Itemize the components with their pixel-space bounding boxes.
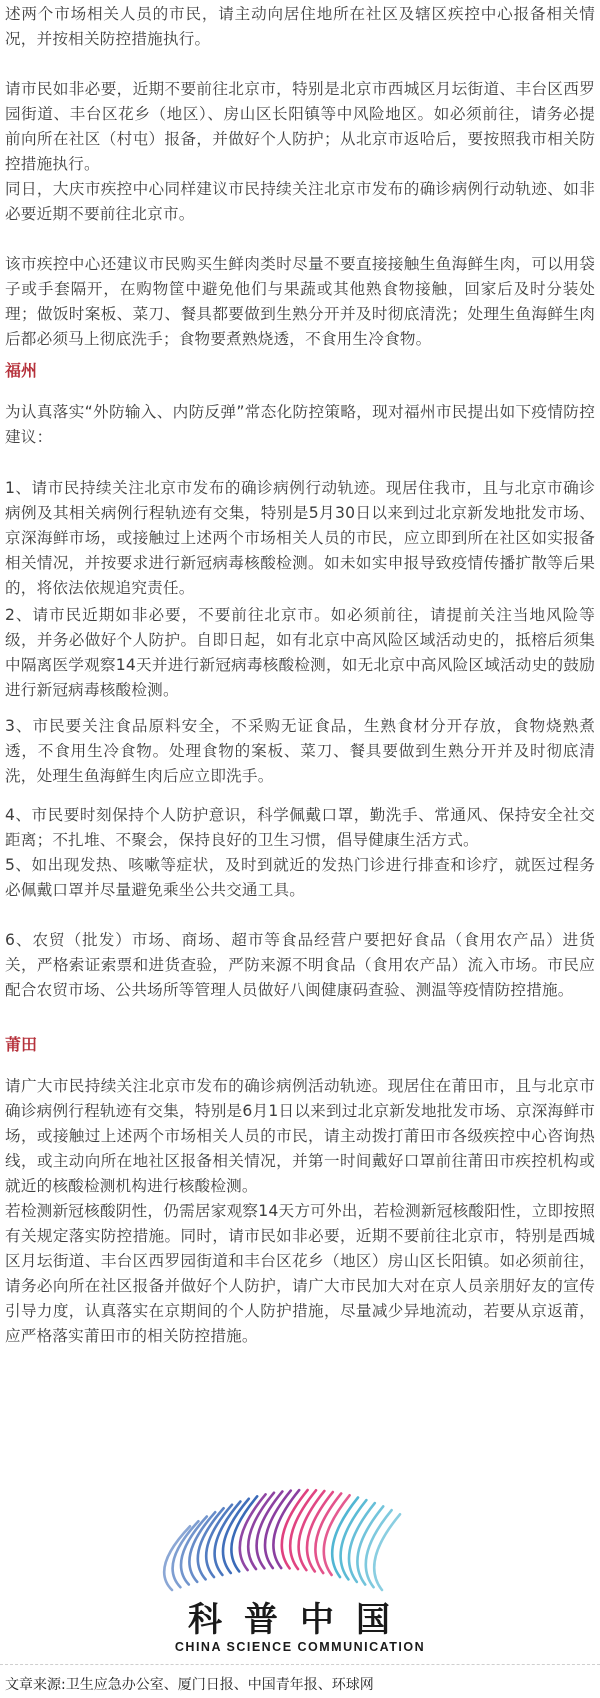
logo-swoosh-graphic — [164, 1490, 400, 1590]
footer-divider — [0, 1664, 600, 1665]
paragraph-fuzhou-1: 1、请市民持续关注北京市发布的确诊病例行动轨迹。现居住我市，且与北京市确诊病例及其相关病例行程轨迹有交集，特别是5月30日以来到过北京新发地批发市场、京深海鲜市场，或接触过上述两个市场相关人员的市民，应立即到所在社区如实报备相关情况，并按要求进行新冠病毒核酸检测。如未如实申报导致疫情传播扩散等后果的，将依法依规追究责任。 — [5, 479, 595, 597]
logo-chinese-text: 科普中国 — [188, 1600, 412, 1640]
section-heading-putian: 莆田 — [5, 1035, 38, 1054]
paragraph-fuzhou-3: 3、市民要关注食品原料安全，不采购无证食品，生熟食材分开存放，食物烧熟煮透，不食用生冷食物。处理食物的案板、菜刀、餐具要做到生熟分开并及时彻底清洗，处理生鱼海鲜生肉后应立即洗手。 — [5, 717, 595, 785]
paragraph-fuzhou-2: 2、请市民近期如非必要，不要前往北京市。如必须前往，请提前关注当地风险等级，并务必做好个人防护。自即日起，如有北京中高风险区域活动史的，抵榕后须集中隔离医学观察14天并进行新冠病毒核酸检测，如无北京中高风险区域活动史的鼓励进行新冠病毒核酸检测。 — [5, 606, 595, 699]
logo-stripe — [265, 1491, 291, 1568]
paragraph-intro-1: 述两个市场相关人员的市民，请主动向居住地所在社区及辖区疾控中心报备相关情况，并按相关防控措施执行。 — [5, 5, 595, 48]
section-heading-fuzhou: 福州 — [5, 361, 38, 380]
paragraph-intro-4: 该市疾控中心还建议市民购买生鲜肉类时尽量不要直接接触生鱼海鲜生肉，可以用袋子或手套隔开，在购物筐中避免他们与果蔬或其他熟食物接触，回家后及时分装处理；做饭时案板、菜刀、餐具都要做到生熟分开并及时彻底清洗；处理生鱼海鲜生肉后都必须马上彻底洗手；食物要煮熟烧透，不食用生冷食物。 — [5, 255, 595, 348]
paragraph-putian-1: 若检测新冠核酸阴性，仍需居家观察14天方可外出，若检测新冠核酸阳性，立即按照有关规定落实防控措施。同时，请市民如非必要，近期不要前往北京市，特别是西城区月坛街道、丰台区西罗园街道和丰台区花乡（地区）房山区长阳镇。如必须前往，请务必向所在社区报备并做好个人防护，请广大市民加大对在京人员亲朋好友的宣传引导力度，认真落实在京期间的个人防护措施，尽量减少异地流动，若要从京返莆，应严格落实莆田市的相关防控措施。 — [5, 1202, 595, 1345]
logo-stripe — [257, 1491, 283, 1568]
logo-english-text: CHINA SCIENCE COMMUNICATION — [174, 1640, 426, 1654]
paragraph-fuzhou-6: 6、农贸（批发）市场、商场、超市等食品经营户要把好食品（食用农产品）进货关，严格索证索票和进货查验，严防来源不明食品（食用农产品）流入市场。市民应配合农贸市场、公共场所等管理人员做好八闽健康码查验、测温等疫情防控措施。 — [5, 931, 595, 999]
paragraph-fuzhou-5: 5、如出现发热、咳嗽等症状，及时到就近的发热门诊进行排查和诊疗，就医过程务必佩戴口罩并尽量避免乘坐公共交通工具。 — [5, 856, 595, 899]
logo-stripe — [290, 1490, 316, 1569]
logo-stripe — [374, 1514, 400, 1590]
paragraph-fuzhou-4: 4、市民要时刻保持个人防护意识，科学佩戴口罩，勤洗手、常通风、保持安全社交距离；不扎堆、不聚会，保持良好的卫生习惯，倡导健康生活方式。 — [5, 806, 595, 849]
logo-stripe — [273, 1490, 299, 1568]
logo-stripe — [299, 1491, 325, 1570]
paragraph-fuzhou-0: 为认真落实“外防输入、内防反弹”常态化防控策略，现对福州市民提出如下疫情防控建议： — [5, 403, 595, 446]
paragraph-putian-0: 请广大市民持续关注北京市发布的确诊病例活动轨迹。现居住在莆田市，且与北京市确诊病例行程轨迹有交集，特别是6月1日以来到过北京新发地批发市场、京深海鲜市场，或接触过上述两个市场相关人员的市民，请主动拨打莆田市各级疾控中心咨询热线，或主动向所在地社区报备相关情况，并第一时间戴好口罩前往莆田市疾控机构或就近的核酸检测机构进行核酸检测。 — [5, 1077, 595, 1195]
paragraph-intro-3: 同日，大庆市疾控中心同样建议市民持续关注北京市发布的确诊病例行动轨迹、如非必要近期不要前往北京市。 — [5, 180, 595, 223]
paragraph-intro-2: 请市民如非必要，近期不要前往北京市，特别是北京市西城区月坛街道、丰台区西罗园街道、丰台区花乡（地区）、房山区长阳镇等中风险地区。如必须前往，请务必提前向所在社区（村屯）报备，并做好个人防护；从北京市返哈后，要按照我市相关防控措施执行。 — [5, 80, 595, 173]
logo-stripe — [282, 1490, 308, 1568]
article-source: 文章来源:卫生应急办公室、厦门日报、中国青年报、环球网 — [5, 1677, 374, 1693]
